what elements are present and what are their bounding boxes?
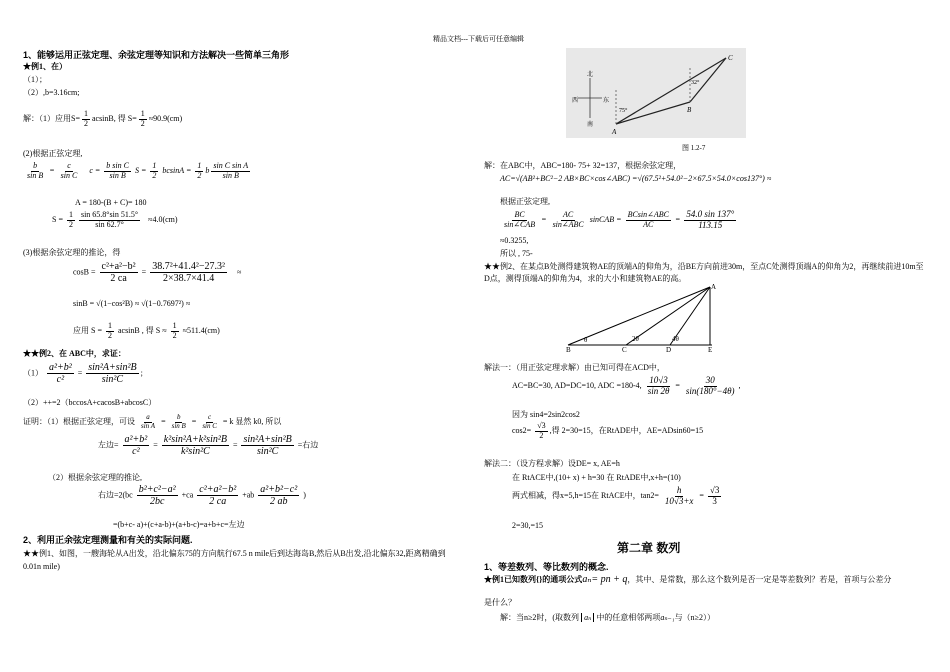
angle-a-equation: A = 180-(B + C)= 180 [75,198,147,207]
example-3: ★★例1、如图，一艘海轮从A出发，沿北偏东75的方向航行67.5 n mile后到达海岛B,然后从B出发,沿北偏东32,距离精确到0.01n mile) [23,549,446,571]
elevation-figure [560,283,720,353]
sine-law-title: (2)根据正弦定理, [23,149,83,158]
sinb-formula: sinB = √(1−cos²B) ≈ √(1−0.7697²) ≈ [73,299,191,308]
example-4: ★★例2、在某点B处测得建筑物AE的顶端A的仰角为，沿BE方向前进30m，至点C处测得顶端A的仰角为2，再继续前进10m至D点，测得顶端A的仰角为4，求的大小和建筑物AE的高。 [484,262,924,283]
point-c2: C [622,346,627,353]
section-title-1: 1、能够运用正弦定理、余弦定理等知识和方法解决一些简单三角形 [23,50,290,60]
sine-law-title-2: 根据正弦定理, [500,197,550,206]
area-formula: S = $\frac{1}{2}$ $\frac{\sin 65.8^\circ\sin 51.5^\circ}{\sin 62.7^\circ}$ ≈4.0(cm) [52,210,178,229]
method-1: 解法一：（用正弦定理求解）由已知可得在ACD中， [484,363,665,372]
method-2-eq2: 两式相减，得x=5,h=15在 RtACE中，tan2= $\frac{h}{10√3+x}$ = $\frac{√3}{3}$ [512,485,720,506]
point-a: A [612,128,617,136]
solution-1: 解：（1）应用S= $\frac{1}{2}$ acsinB, 得 S= $\frac{1}{2}$ ≈90.9(cm) [23,109,183,128]
solution-nav-1: 解：在ABC中，ABC=180- 75+ 32=137，根据余弦定理， [484,161,682,170]
method-2-result: 2=30,=15 [512,521,544,530]
so-line: 所以 , 75- [500,249,533,258]
proof-1-derivation: 左边= $\frac{\text{a²+b²}}{\text{c²}}$ = $\frac{\text{k²sin²A+k²sin²B}}{\text{k²sin²C}}$ = $\frac{\text{sin²A+sin²B}}{\text{sin²C}}$ =右边 [98,434,319,457]
example-1-part2: （2）,b=3.16cm; [23,88,80,97]
navigation-figure [566,48,746,138]
proof-2-derivation: 右边=2(bc $\frac{\text{b²+c²−a²}}{2bc}$ +ca $\frac{\text{c²+a²−b²}}{2 ca}$ +ab $\frac{\text{a²+b²−c²}}{2 ab}$ ) [98,484,306,507]
sine-law-formula: $\frac{b}{\text{sin B}}$ = $\frac{c}{\text{sin C}}$ c = $\frac{\text{b sin C}}{\text{sin B}}$ S = $\frac{1}{2}$ bcsinA = $\frac{1}{2}$ b $\frac{\text{sin C sin A}}{\text{sin B}}$ [27,161,249,180]
solution-5: 解：当n≥2时，(取数列 aₙ 中的任意相邻两项aₙ₋₁与（n≥2）） [500,613,715,622]
proof-2-final: =(b+c- a)+(c+a-b)+(a+b-c)=a+b+c=左边 [113,520,245,529]
method-1-cos: cos2= $\frac{√3}{2}$ ,得 2=30=15，在RtADE中，AE=ADsin60=15 [512,421,704,440]
compass-west: 西 [572,98,579,104]
page-header: 精品文档---下载后可任意编辑 [433,35,524,43]
point-a2: A [711,283,717,291]
section-title-2: 2、利用正余弦定理测量和有关的实际问题. [23,535,193,545]
method-2: 解法二：（设方程求解）设DE= x, AE=h [484,459,620,468]
angle-75: 75° [619,108,628,114]
compass-north: 北 [587,72,594,78]
point-b: B [687,106,692,114]
point-e2: E [708,346,713,353]
ac-formula: AC=√(AB²+BC²−2 AB×BC×cos∠ABC) =√(67.5²+54.0²−2×67.5×54.0×cos137°) ≈ [500,174,772,183]
example-1-part1: （1）； [23,75,47,84]
figure-caption: 图 1.2-7 [682,144,706,152]
approx-value: ≈0.3255, [500,236,529,245]
example-2: ★★例2、在 ABC中，求证： [23,349,126,358]
angle-32: 32° [691,80,700,86]
angle-2theta: 2θ [632,335,639,343]
area-result: 应用 S = $\frac{1}{2}$ acsinB , 得 S ≈ $\frac{1}{2}$ ≈511.4(cm) [73,321,220,340]
cosine-formula: cosB = $\frac{\text{c²+a²−b²}}{2 ca}$ = $\frac{\text{38.7²+41.4²−27.3²}}{2\times 38.7\times 41.4}$ ≈ [73,261,242,284]
proof-1: 证明：（1）根据正弦定理，可设 $\frac{a}{\text{sin A}}$ = $\frac{b}{\text{sin B}}$ = $\frac{c}{\text{sin C}}$ = k 显然 k0, 所以 [23,413,282,430]
method-1-since: 因为 sin4=2sin2cos2 [512,410,580,419]
angle-theta: θ [584,336,588,344]
cosine-law-title: (3)根据余弦定理的推论，得 [23,248,121,257]
proof-2: （2）根据余弦定理的推论, [48,473,142,482]
sine-law-nav: $\frac{BC}{\text{sin∠CAB}}$ = $\frac{AC}{\text{sin∠ABC}}$ sinCAB = $\frac{\text{BCsin∠ABC}}{AC}$ = $\frac{54.0 \sin 137^\circ}{113.15}$ [504,209,735,230]
section-title-3: 1、等差数列、等比数列的概念. [484,562,609,572]
example-5-cont: 是什么？ [484,598,516,607]
example-2-claim2: （2）++=2（bccosA+cacosB+abcosC） [23,398,157,407]
point-b2: B [566,346,571,353]
compass-east: 东 [603,98,610,104]
example-5: ★例1已知数列{}的通项公式aₙ= pn + q，其中、是常数，那么这个数列是否一定是等差数列？若是，首项与公差分 [484,574,892,585]
chapter-title: 第二章 数列 [617,541,681,555]
example-1: ★例1、在） [23,62,67,71]
angle-4theta: 4θ [672,335,679,343]
method-2-eq1: 在 RtACE中,(10+ x) + h=30 在 RtADE中,x+h=(10) [512,473,681,482]
method-1-eq: AC=BC=30, AD=DC=10, ADC =180-4, $\frac{10√3}{\sin 2\theta}$ = $\frac{30}{\sin(180^\circ-4\theta)}$ , [512,375,741,396]
compass-south: 南 [587,122,594,128]
point-d2: D [666,346,672,353]
example-2-claim1: （1） $\frac{\text{a²+b²}}{\text{c²}}$ = $\frac{\text{sin²A+sin²B}}{\text{sin²C}}$ ; [23,362,143,385]
point-c: C [728,54,733,62]
